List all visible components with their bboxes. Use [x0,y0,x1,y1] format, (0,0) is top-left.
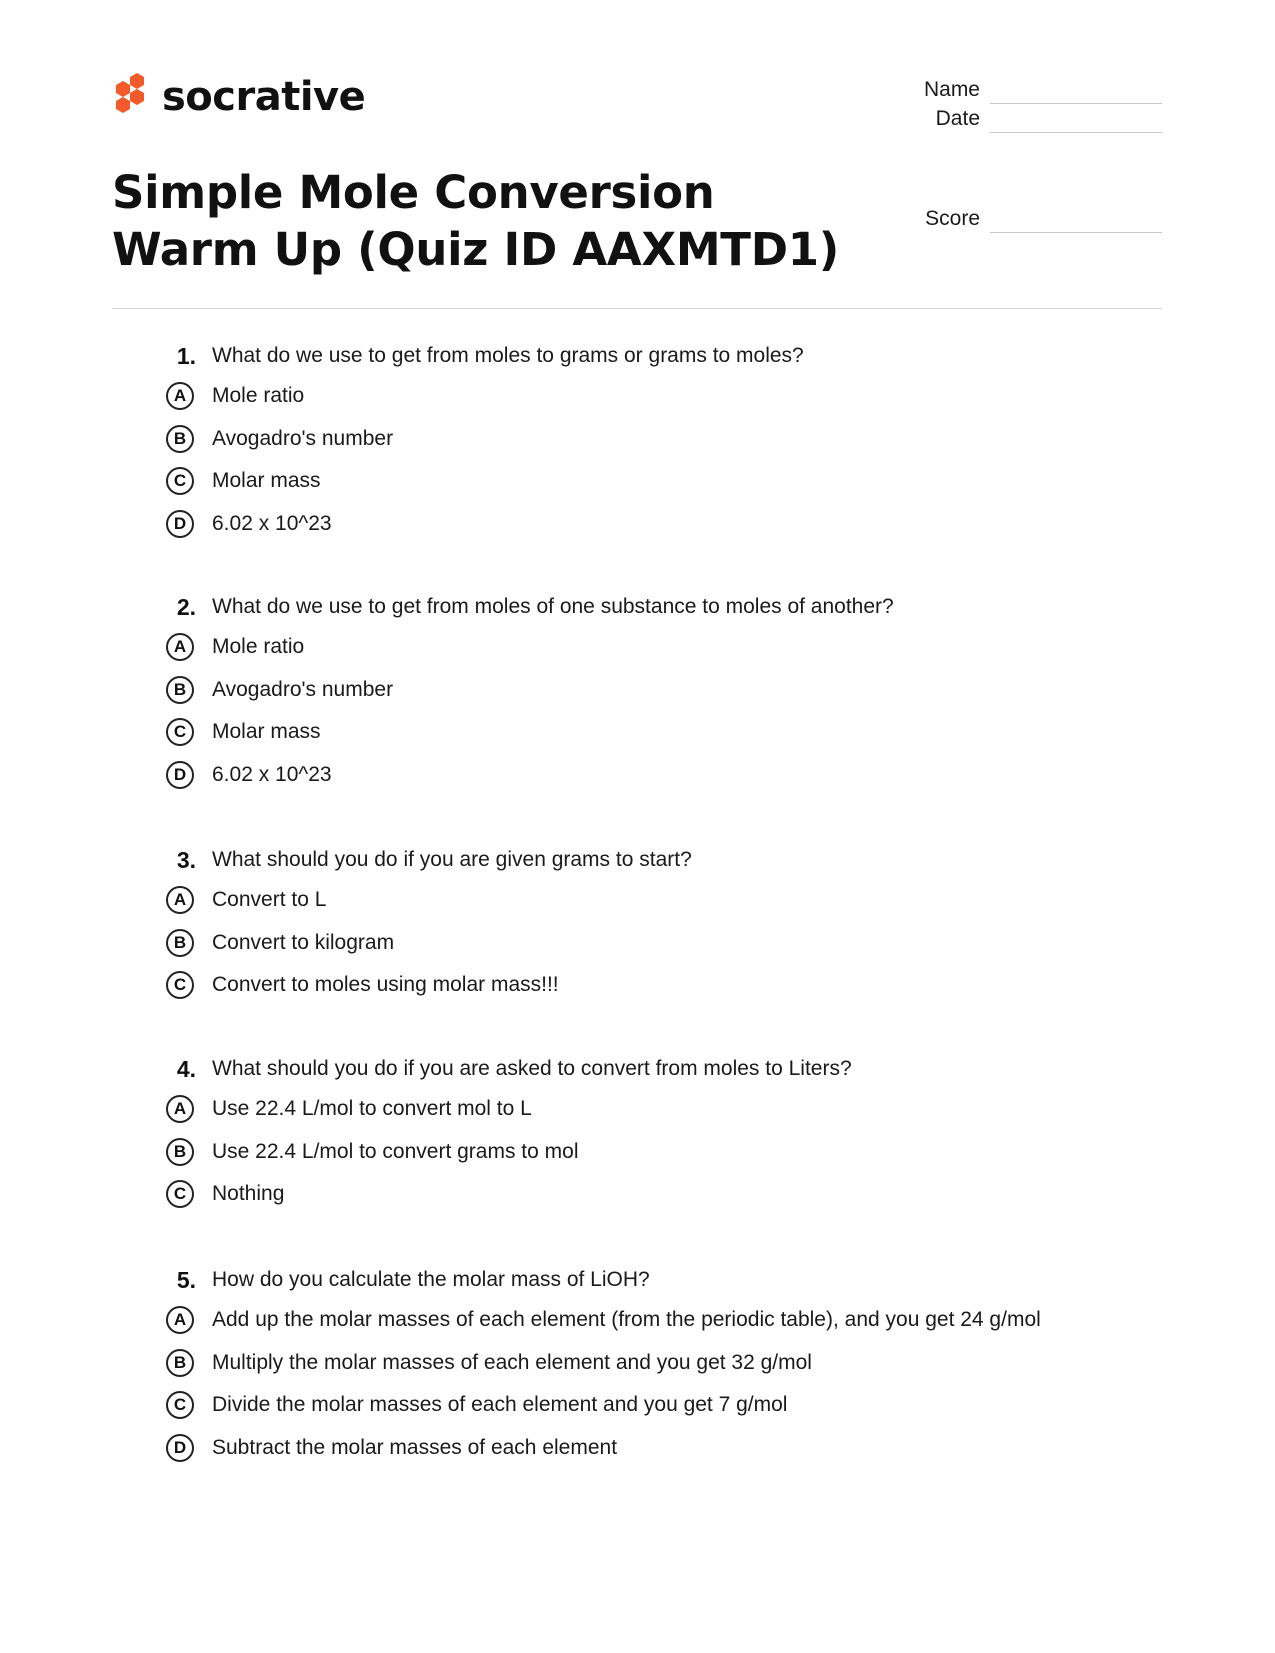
date-line[interactable] [990,132,1162,133]
option-letter-circle[interactable]: C [166,1391,194,1419]
score-label: Score [925,207,980,230]
option-letter-circle[interactable]: C [166,467,194,495]
option-a[interactable] [160,626,1160,669]
option-letter-circle[interactable]: A [166,886,194,914]
question-header [160,1261,1160,1299]
option-a[interactable] [160,1088,1160,1131]
score-line[interactable] [990,232,1162,233]
option-b[interactable] [160,669,1160,712]
question-header [160,1050,1160,1088]
name-line[interactable] [990,103,1162,104]
question-text: What do we use to get from moles to grams or grams to moles? [212,344,804,367]
logo-wordmark: socrative [162,74,366,120]
option-text: Nothing [212,1182,285,1206]
option-a[interactable] [160,1299,1160,1342]
option-text: Use 22.4 L/mol to convert grams to mol [212,1139,579,1163]
option-d[interactable] [160,1427,1160,1470]
question-2 [160,588,1160,796]
option-text: 6.02 x 10^23 [212,511,332,535]
hexagon-cluster-icon [112,72,150,122]
option-letter-circle[interactable]: B [166,676,194,704]
question-3 [160,841,1160,1007]
date-field [880,105,1162,135]
option-text: Mole ratio [212,384,305,408]
header-divider [112,308,1162,309]
option-text: Subtract the molar masses of each element [212,1435,618,1459]
option-text: Convert to L [212,888,327,912]
question-4 [160,1050,1160,1216]
name-field [880,76,1162,106]
option-text: Avogadro's number [212,426,394,450]
option-letter-circle[interactable]: C [166,971,194,999]
option-text: Multiply the molar masses of each element and you get 32 g/mol [212,1350,812,1374]
question-5 [160,1261,1160,1469]
option-text: Mole ratio [212,635,305,659]
score-field [880,205,1162,235]
option-c[interactable] [160,711,1160,754]
option-letter-circle[interactable]: A [166,1095,194,1123]
date-label: Date [935,107,980,130]
option-c[interactable] [160,1173,1160,1216]
option-letter-circle[interactable]: C [166,1180,194,1208]
option-b[interactable] [160,418,1160,461]
option-letter-circle[interactable]: B [166,929,194,957]
question-text: How do you calculate the molar mass of LiOH? [212,1268,650,1291]
option-text: Avogadro's number [212,677,394,701]
option-c[interactable] [160,1384,1160,1427]
option-letter-circle[interactable]: B [166,1349,194,1377]
question-number: 4. [176,1055,196,1082]
option-letter-circle[interactable]: A [166,633,194,661]
option-c[interactable] [160,964,1160,1007]
question-1 [160,337,1160,545]
option-letter-circle[interactable]: B [166,1138,194,1166]
name-label: Name [923,78,980,101]
option-text: 6.02 x 10^23 [212,762,332,786]
socrative-logo [112,72,365,122]
option-c[interactable] [160,460,1160,503]
option-letter-circle[interactable]: A [166,382,194,410]
option-letter-circle[interactable]: D [166,761,194,789]
option-b[interactable] [160,922,1160,965]
option-text: Convert to kilogram [212,930,395,954]
question-header [160,337,1160,375]
option-text: Use 22.4 L/mol to convert mol to L [212,1097,532,1121]
option-letter-circle[interactable]: B [166,425,194,453]
quiz-title: Simple Mole Conversion Warm Up (Quiz ID AAXMTD1) [112,166,840,276]
option-text: Add up the molar masses of each element (from the periodic table), and you get 24 g/mol [212,1308,1041,1332]
question-text: What do we use to get from moles of one substance to moles of another? [212,595,894,618]
question-header [160,841,1160,879]
option-a[interactable] [160,879,1160,922]
option-text: Divide the molar masses of each element and you get 7 g/mol [212,1393,788,1417]
question-text: What should you do if you are asked to convert from moles to Liters? [212,1057,852,1080]
question-number: 5. [176,1266,196,1293]
question-text: What should you do if you are given grams to start? [212,848,692,871]
question-number: 2. [176,593,196,620]
option-letter-circle[interactable]: D [166,510,194,538]
option-letter-circle[interactable]: C [166,718,194,746]
option-b[interactable] [160,1342,1160,1385]
option-text: Molar mass [212,469,321,493]
option-letter-circle[interactable]: D [166,1434,194,1462]
option-d[interactable] [160,503,1160,546]
question-number: 1. [176,342,196,369]
option-text: Convert to moles using molar mass!!! [212,973,559,997]
option-letter-circle[interactable]: A [166,1306,194,1334]
question-number: 3. [176,846,196,873]
option-text: Molar mass [212,720,321,744]
question-header [160,588,1160,626]
option-d[interactable] [160,754,1160,797]
option-b[interactable] [160,1131,1160,1174]
option-a[interactable] [160,375,1160,418]
